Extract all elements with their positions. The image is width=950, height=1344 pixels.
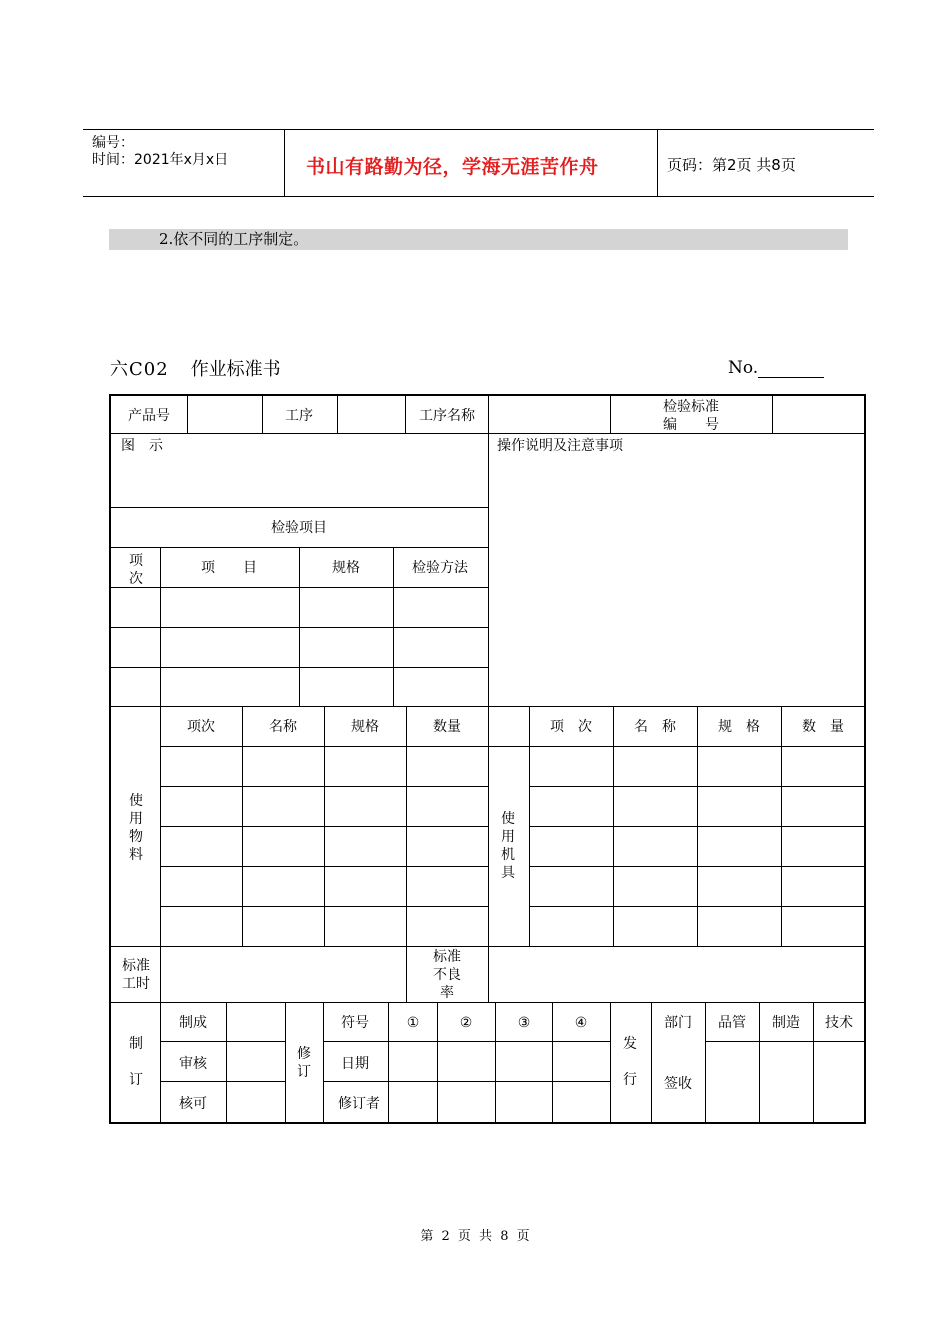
no-label: No. <box>728 358 759 378</box>
item-no-label: 项次 <box>129 553 143 587</box>
materials-header: 数量 <box>433 719 461 735</box>
grid-line <box>187 396 188 433</box>
form-number <box>728 358 824 378</box>
form-title-text: 作业标准书 <box>190 359 281 380</box>
page-code: 页码：第2页 共8页 <box>667 156 796 174</box>
intro-text: 2.依不同的工序制定。 <box>159 230 309 248</box>
inspection-method-label: 检验方法 <box>412 560 468 576</box>
product-no-label: 产品号 <box>128 408 170 424</box>
date-label: 日期 <box>341 1056 369 1072</box>
made-label: 制成 <box>179 1015 207 1031</box>
approve-label: 核可 <box>179 1096 207 1112</box>
time-label: 时间：2021年x月x日 <box>92 152 229 168</box>
header-divider <box>284 129 285 197</box>
grid-line <box>610 1002 611 1122</box>
grid-line <box>160 946 161 1002</box>
grid-line <box>781 706 782 946</box>
diagram-label: 图 示 <box>121 438 163 454</box>
motto: 书山有路勤为径，学海无涯苦作舟 <box>306 156 599 178</box>
issue-label-1: 发 <box>623 1036 637 1052</box>
revision-mark: ① <box>406 1015 420 1031</box>
materials-header: 名称 <box>269 719 297 735</box>
grid-line <box>552 1002 553 1122</box>
dept-mfg: 制造 <box>772 1015 800 1031</box>
grid-line <box>437 1002 438 1122</box>
grid-line <box>323 1002 324 1122</box>
spec-label: 规格 <box>332 560 360 576</box>
grid-line <box>488 396 489 946</box>
grid-line <box>262 396 263 433</box>
grid-line <box>285 1002 286 1122</box>
symbol-label: 符号 <box>341 1015 369 1031</box>
tools-header: 项 次 <box>550 719 592 735</box>
grid-line <box>160 706 161 946</box>
grid-line <box>337 396 338 433</box>
grid-line <box>610 396 611 433</box>
item-label: 项 目 <box>201 560 257 576</box>
grid-line <box>705 1002 706 1122</box>
reviser-label: 修订者 <box>338 1096 380 1112</box>
tools-header: 名 称 <box>634 719 676 735</box>
grid-line <box>772 396 773 433</box>
process-name-label: 工序名称 <box>419 408 475 424</box>
materials-header: 规格 <box>351 719 379 735</box>
std-time-label: 标准工时 <box>122 958 150 992</box>
dept-qc: 品管 <box>718 1015 746 1031</box>
grid-line <box>160 1002 161 1122</box>
grid-line <box>705 1041 864 1042</box>
grid-line <box>323 1041 610 1042</box>
revision-mark: ② <box>459 1015 473 1031</box>
page-footer: 第 2 页 共 8 页 <box>420 1229 530 1244</box>
grid-line <box>323 1081 610 1082</box>
process-label: 工序 <box>285 408 313 424</box>
grid-line <box>160 746 864 747</box>
inspection-std-no-label: 编 号 <box>663 417 719 433</box>
inspection-std-label: 检验标准 <box>663 399 719 415</box>
tools-label: 使用机具 <box>501 811 515 881</box>
grid-line <box>495 1002 496 1122</box>
header-top-rule <box>83 129 874 130</box>
grid-line <box>406 706 407 1002</box>
grid-line <box>697 706 698 946</box>
no-blank-field[interactable] <box>758 361 824 378</box>
tools-header: 数 量 <box>802 719 844 735</box>
grid-line <box>226 1002 227 1122</box>
grid-line <box>324 706 325 946</box>
grid-line <box>111 1002 864 1003</box>
establish-label-1: 制 <box>129 1036 143 1052</box>
establish-label-2: 订 <box>129 1072 143 1088</box>
intro-line <box>109 229 848 250</box>
dept-tech: 技术 <box>825 1015 853 1031</box>
materials-header: 项次 <box>187 719 215 735</box>
grid-line <box>393 547 394 706</box>
grid-line <box>160 1041 285 1042</box>
revision-mark: ③ <box>517 1015 531 1031</box>
tools-header: 规 格 <box>718 719 760 735</box>
work-standard-form <box>109 394 866 1124</box>
grid-line <box>651 1002 652 1122</box>
sign-label: 签收 <box>664 1076 692 1092</box>
issue-label-2: 行 <box>623 1072 637 1088</box>
grid-line <box>242 706 243 946</box>
header-divider <box>657 129 658 197</box>
revise-label: 修订 <box>297 1046 311 1080</box>
review-label: 审核 <box>179 1056 207 1072</box>
grid-line <box>613 706 614 946</box>
revision-mark: ④ <box>574 1015 588 1031</box>
grid-line <box>488 946 489 1002</box>
materials-label: 使用物料 <box>129 793 143 863</box>
dept-label: 部门 <box>664 1015 692 1031</box>
number-label: 编号： <box>92 135 134 151</box>
grid-line <box>160 547 161 706</box>
grid-line <box>813 1002 814 1122</box>
operation-notes-label: 操作说明及注意事项 <box>497 438 623 454</box>
header-bottom-rule <box>83 196 874 197</box>
grid-line <box>111 507 488 508</box>
form-code: 六C02 <box>110 359 169 380</box>
grid-line <box>388 1002 389 1122</box>
inspection-items-label: 检验项目 <box>271 520 327 536</box>
form-title <box>110 355 281 381</box>
std-defect-label: 标准不良率 <box>433 949 461 1001</box>
grid-line <box>405 396 406 433</box>
grid-line <box>160 1081 285 1082</box>
grid-line <box>759 1002 760 1122</box>
grid-line <box>529 706 530 946</box>
grid-line <box>299 547 300 706</box>
